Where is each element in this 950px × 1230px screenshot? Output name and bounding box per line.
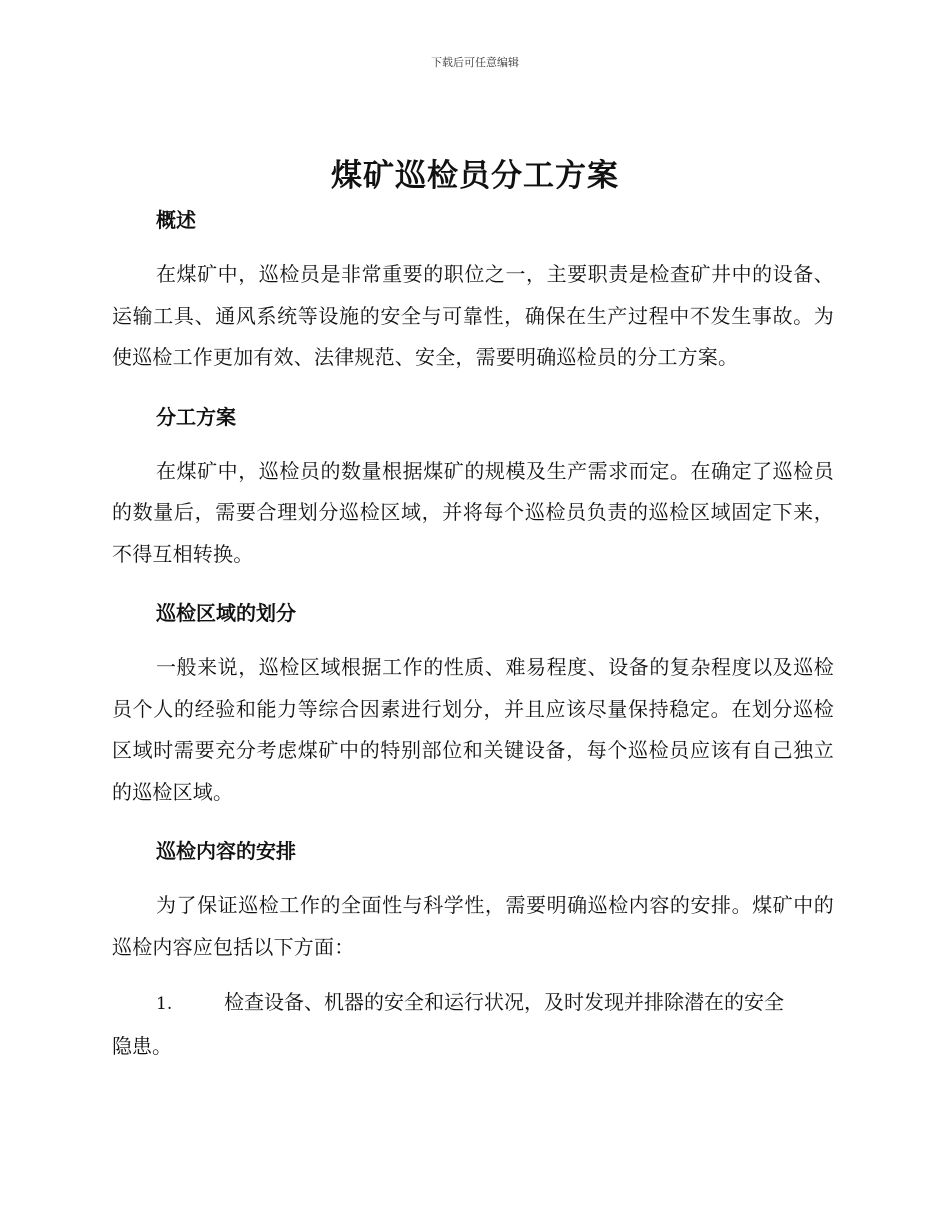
section-heading-division-plan: 分工方案: [156, 404, 236, 429]
section-paragraph-overview: 在煤矿中，巡检员是非常重要的职位之一，主要职责是检查矿井中的设备、运输工具、通风系统等设施的安全与可靠性，确保在生产过程中不发生事故。为使巡检工作更加有效、法律规范、安全，需要明确巡检员的分工方案。: [112, 262, 834, 369]
section-paragraph-content-arrangement: 为了保证巡检工作的全面性与科学性，需要明确巡检内容的安排。煤矿中的巡检内容应包括以下方面：: [112, 893, 834, 959]
list-item-continuation: 隐患。: [112, 1033, 172, 1058]
list-item-text: 检查设备、机器的安全和运行状况，及时发现并排除潜在的安全: [224, 990, 784, 1014]
list-item: [112, 982, 834, 1067]
header-note: 下载后可任意编辑: [431, 56, 519, 69]
section-paragraph-division-plan: 在煤矿中，巡检员的数量根据煤矿的规模及生产需求而定。在确定了巡检员的数量后，需要合理划分巡检区域，并将每个巡检员负责的巡检区域固定下来，不得互相转换。: [112, 458, 834, 566]
section-heading-overview: 概述: [156, 208, 196, 232]
section-paragraph-area-division: 一般来说，巡检区域根据工作的性质、难易程度、设备的复杂程度以及巡检员个人的经验和能力等综合因素进行划分，并且应该尽量保持稳定。在划分巡检区域时需要充分考虑煤矿中的特别部位和关键设备，每个巡检员应该有自己独立的巡检区域。: [112, 655, 834, 804]
document-body: [112, 200, 834, 1067]
document-title: 煤矿巡检员分工方案: [331, 158, 619, 194]
section-heading-content-arrangement: 巡检内容的安排: [156, 839, 296, 863]
section-heading-area-division: 巡检区域的划分: [156, 601, 296, 625]
list-item-number: 1.: [156, 994, 173, 1014]
